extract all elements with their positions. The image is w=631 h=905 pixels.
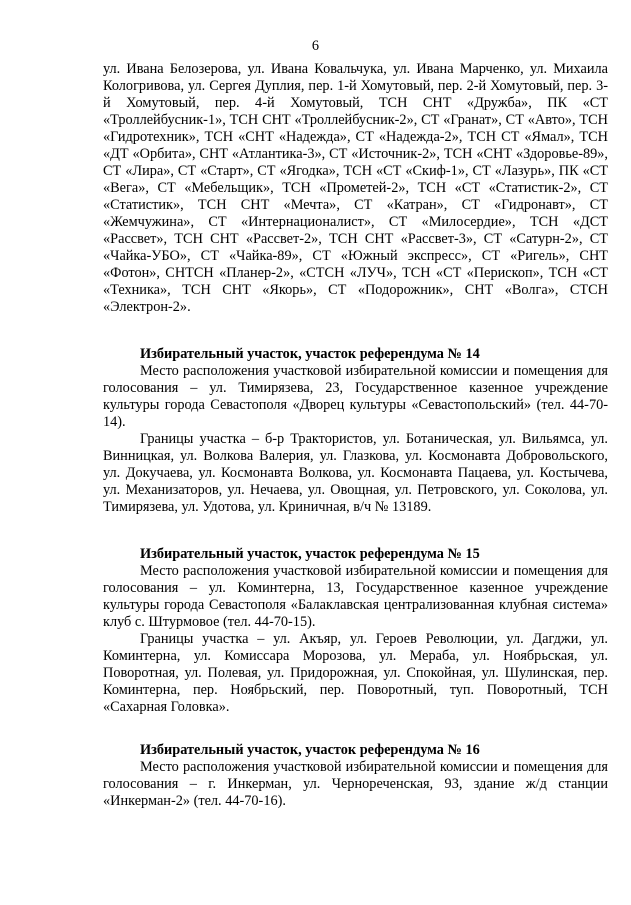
section-14 — [103, 346, 608, 516]
section-boundaries: Границы участка – ул. Акъяр, ул. Героев Революции, ул. Дагджи, ул. Коминтерна, ул. Комиссара Морозова, ул. Мераба, ул. Ноябрьская, ул. Поворотная, ул. Полевая, ул. Придорожная, ул. Спокойная, ул. Шулинская, пер. Коминтерна, пер. Ноябрьский, пер. Поворотный, туп. Поворотный, ТСН «Сахарная Головка». — [103, 631, 608, 715]
spacer — [103, 716, 608, 742]
page-number: 6 — [311, 38, 320, 54]
section-boundaries: Границы участка – б-р Трактористов, ул. Ботаническая, ул. Вильямса, ул. Винницкая, ул. Волкова Валерия, ул. Глазкова, ул. Космонавта Добровольского, ул. Докучаева, ул. Космонавта Волкова, ул. Космонавта Пацаева, ул. Костычева, ул. Механизаторов, ул. Нечаева, ул. Овощная, ул. Петровского, ул. Соколова, ул. Тимирязева, ул. Удотова, ул. Криничная, в/ч № 13189. — [103, 431, 608, 515]
section-15 — [103, 546, 608, 716]
section-location: Место расположения участковой избирательной комиссии и помещения для голосования – ул. Коминтерна, 13, Государственное казенное учреждение культуры города Севастополя «Балаклавская централизованная клубная система» клуб с. Штурмовое (тел. 44-70-15). — [103, 563, 608, 630]
section-heading: Избирательный участок, участок референдума № 15 — [140, 546, 480, 562]
intro-paragraph: ул. Ивана Белозерова, ул. Ивана Ковальчука, ул. Ивана Марченко, ул. Михаила Кологривова, ул. Сергея Дуплия, пер. 1-й Хомутовый, пер. 2-й Хомутовый, пер. 3-й Хомутовый, пер. 4-й Хомутовый, ТСН СНТ «Дружба», ПК «СТ «Троллейбусник-1», ТСН СНТ «Троллейбусник-2», СТ «Гранат», СТ «Авто», ТСН «Гидротехник», ТСН «СНТ «Надежда», СТ «Надежда-2», ТСН СТ «Ямал», ТСН «ДТ «Орбита», СНТ «Атлантика-3», СТ «Источник-2», ТСН «СНТ «Здоровье-89», СТ «Лира», СТ «Старт», СТ «Ягодка», ТСН «СТ «Скиф-1», СТ «Лазурь», ПК «СТ «Вега», СТ «Мебельщик», ТСН «Прометей-2», ТСН «СТ «Статистик-2», СТ «Статистик», ТСН СНТ «Мечта», СТ «Катран», СТ «Гидронавт», СТ «Жемчужина», СТ «Интернационалист», СТ «Милосердие», ТСН «ДСТ «Рассвет», ТСН СНТ «Рассвет-2», ТСН СНТ «Рассвет-3», СТ «Сатурн-2», СТ «Чайка-УБО», СТ «Чайка-89», СТ «Южный экспресс», СТ «Ригель», СНТ «Фотон», СНТСН «Планер-2», «СТСН «ЛУЧ», ТСН «СТ «Перископ», ТСН «СТ «Техника», ТСН СНТ «Якорь», СТ «Подорожник», СНТ «Волга», СТСН «Электрон-2». — [103, 61, 608, 315]
section-location: Место расположения участковой избирательной комиссии и помещения для голосования – ул. Тимирязева, 23, Государственное казенное учреждение культуры города Севастополя «Дворец культуры «Севастопольский» (тел. 44-70-14). — [103, 363, 608, 430]
section-location: Место расположения участковой избирательной комиссии и помещения для голосования – г. Инкерман, ул. Чернореченская, 93, здание ж/д станции «Инкерман-2» (тел. 44-70-16). — [103, 759, 608, 809]
spacer — [103, 516, 608, 546]
section-heading: Избирательный участок, участок референдума № 14 — [140, 346, 480, 362]
section-16 — [103, 742, 608, 810]
document-body — [103, 61, 608, 810]
spacer — [103, 316, 608, 346]
section-heading: Избирательный участок, участок референдума № 16 — [140, 742, 480, 758]
